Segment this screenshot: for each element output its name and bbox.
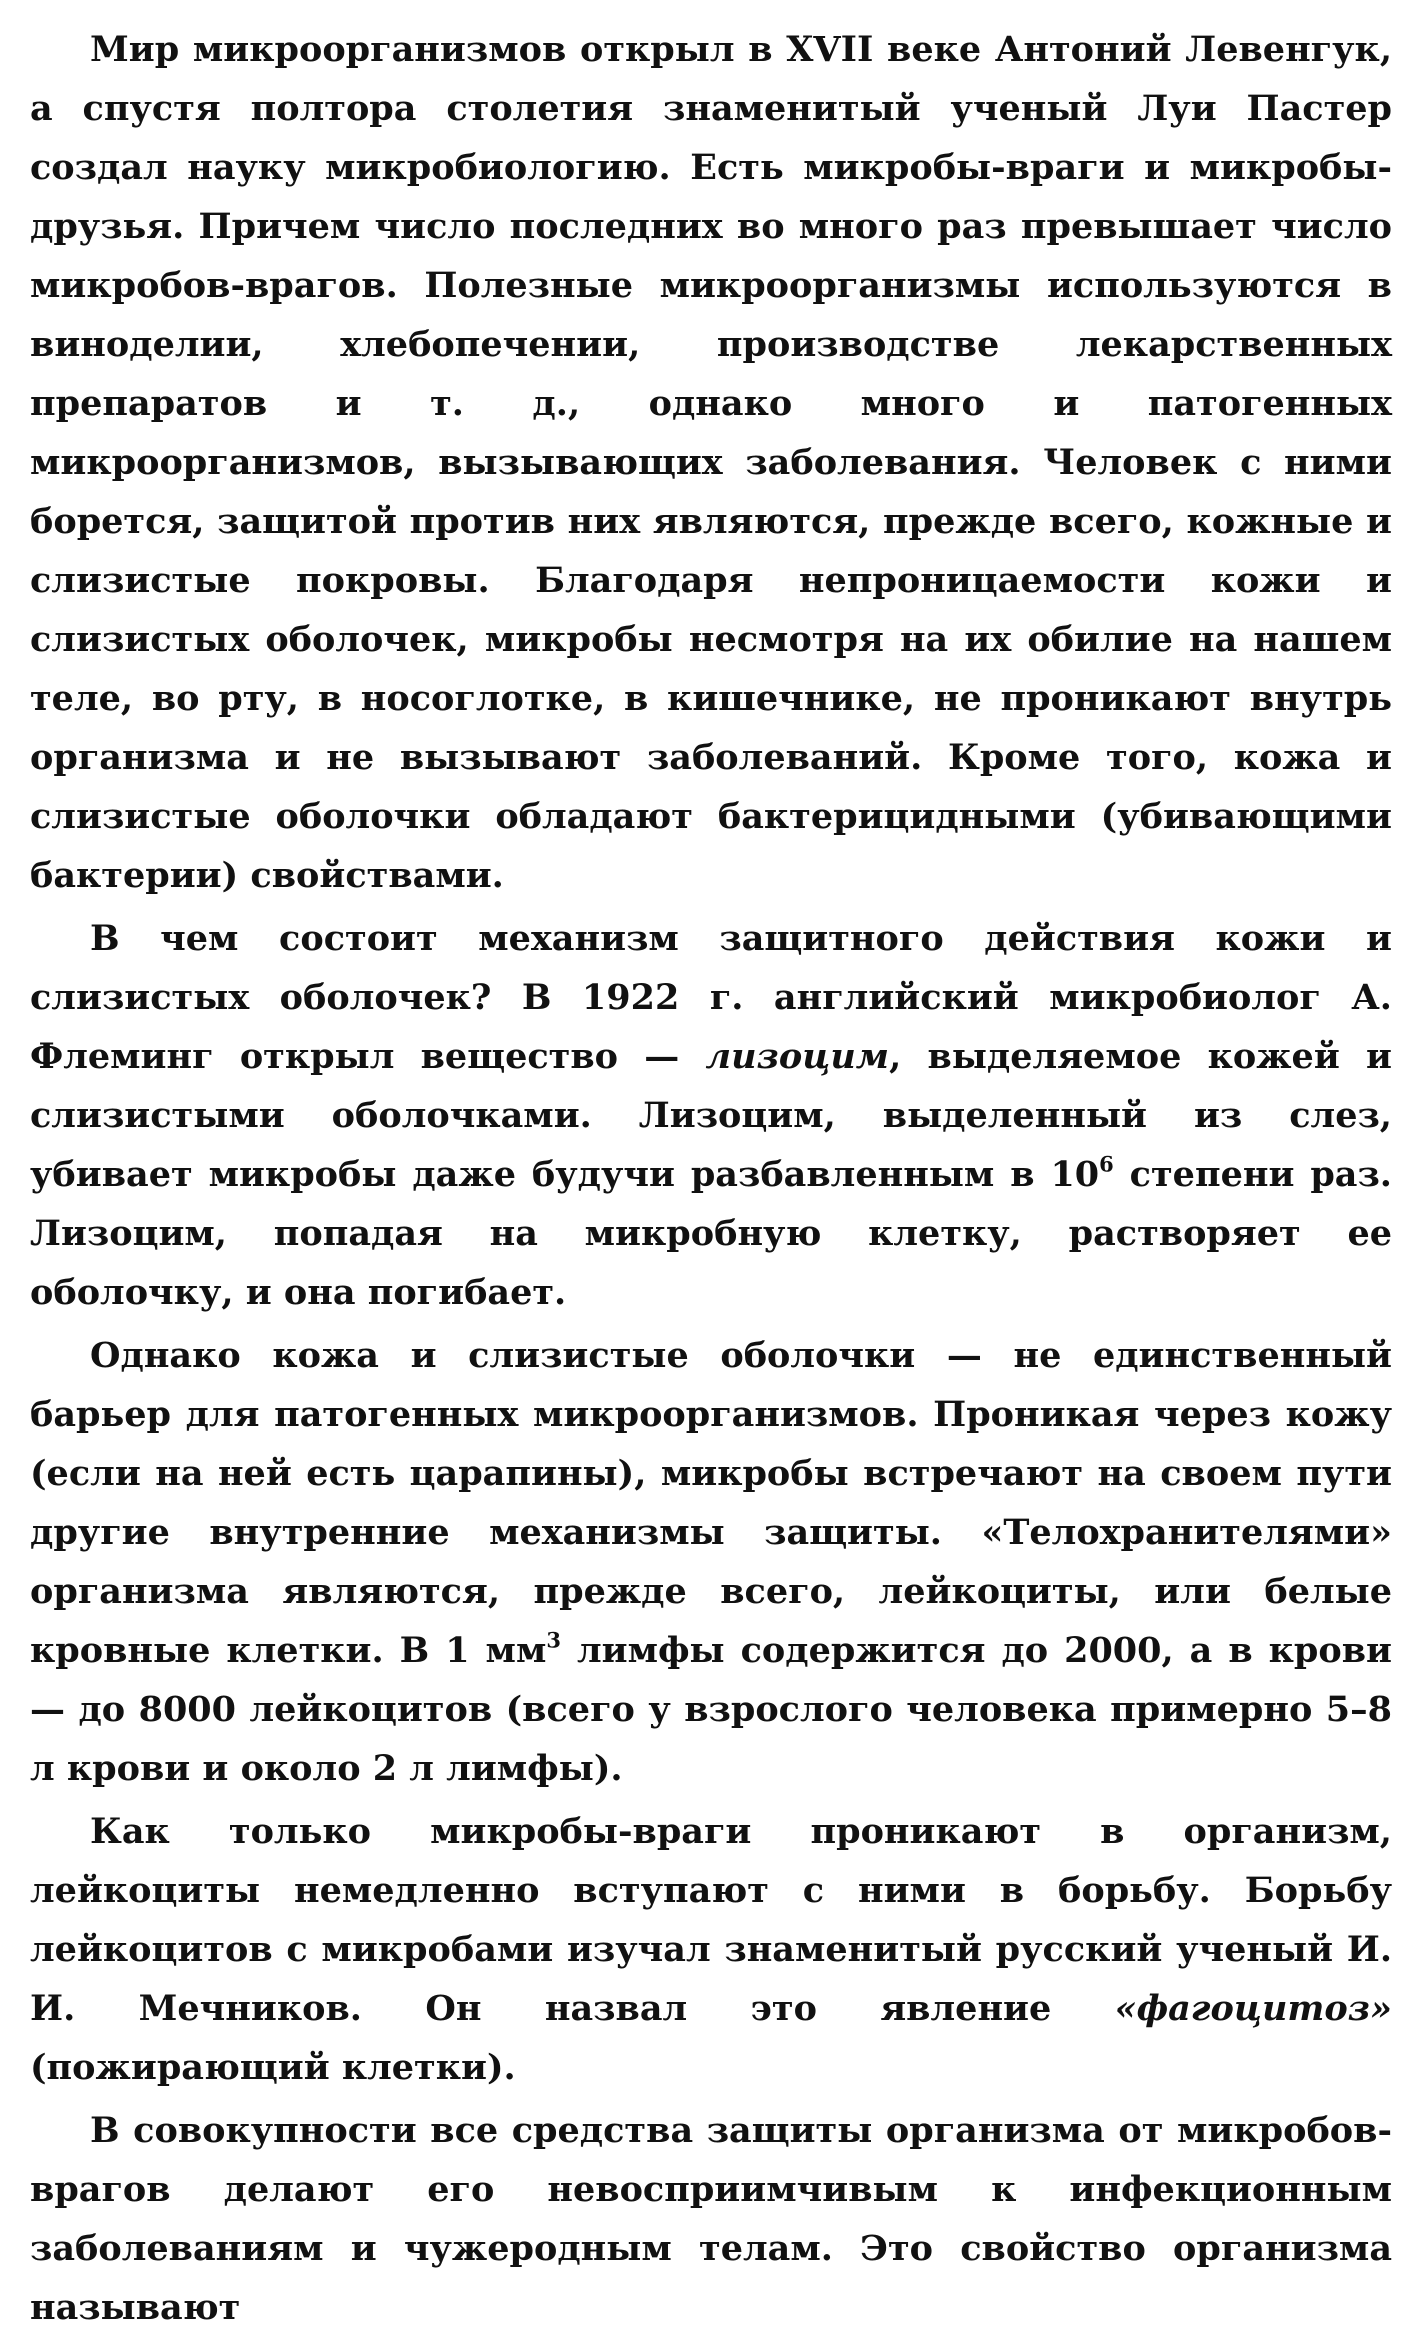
text-run: лимфы содержится до 2000, а в крови — до 8000 лейкоцитов (всего у взрослого человека примерно 5–8 л крови и около 2 л лимфы). [30,1630,1392,1789]
superscript: 3 [546,1627,561,1653]
text-run: Как только микробы-враги проникают в организм, лейкоциты немедленно вступают с ними в борьбу. Борьбу лейкоцитов с микробами изучал знаменитый русский ученый И. И. Мечников. Он назвал это явление [30,1811,1392,2029]
text-run: (пожирающий клетки). [30,2047,516,2088]
paragraph-1 [30,20,1392,905]
italic-term: лизоцим [705,1036,890,1077]
text-run: В чем состоит механизм защитного действия кожи и слизистых оболочек? В 1922 г. английский микробиолог А. Флеминг открыл вещество — [30,918,1392,1077]
text-run: степени раз. Лизоцим, попадая на микробную клетку, растворяет ее оболочку, и она погибает. [30,1154,1392,1313]
paragraph-3 [30,1326,1392,1798]
text-run: , выделяемое кожей и слизистыми оболочками. Лизоцим, выделенный из слез, убивает микробы даже будучи разбавленным в 10 [30,1036,1392,1195]
paragraph-2 [30,909,1392,1322]
paragraph-5 [30,2101,1392,2337]
text-run: Однако кожа и слизистые оболочки — не единственный барьер для патогенных микроорганизмов. Проникая через кожу (если на ней есть царапины), микробы встречают на своем пути другие внутренние механизмы защиты. «Телохранителями» организма являются, прежде всего, лейкоциты, или белые кровные клетки. В 1 мм [30,1335,1392,1671]
paragraph-4 [30,1802,1392,2097]
text-run: В совокупности все средства защиты организма от микробов-врагов делают его невосприимчивым к инфекционным заболеваниям и чужеродным телам. Это свойство организма называют [30,2110,1392,2328]
document-page [30,20,1392,2337]
superscript: 6 [1099,1151,1114,1177]
italic-term: «фагоцитоз» [1114,1988,1392,2029]
text-run: Мир микроорганизмов открыл в XVII веке Антоний Левенгук, а спустя полтора столетия знаменитый ученый Луи Пастер создал науку микробиологию. Есть микробы-враги и микробы-друзья. Причем число последних во много раз превышает число микробов-врагов. Полезные микроорганизмы используются в виноделии, хлебопечении, производстве лекарственных препаратов и т. д., однако много и патогенных микроорганизмов, вызывающих заболевания. Человек с ними борется, защитой против них являются, прежде всего, кожные и слизистые покровы. Благодаря непроницаемости кожи и слизистых оболочек, микробы несмотря на их обилие на нашем теле, во рту, в носоглотке, в кишечнике, не проникают внутрь организма и не вызывают заболеваний. Кроме того, кожа и слизистые оболочки обладают бактерицидными (убивающими бактерии) свойствами. [30,29,1392,896]
